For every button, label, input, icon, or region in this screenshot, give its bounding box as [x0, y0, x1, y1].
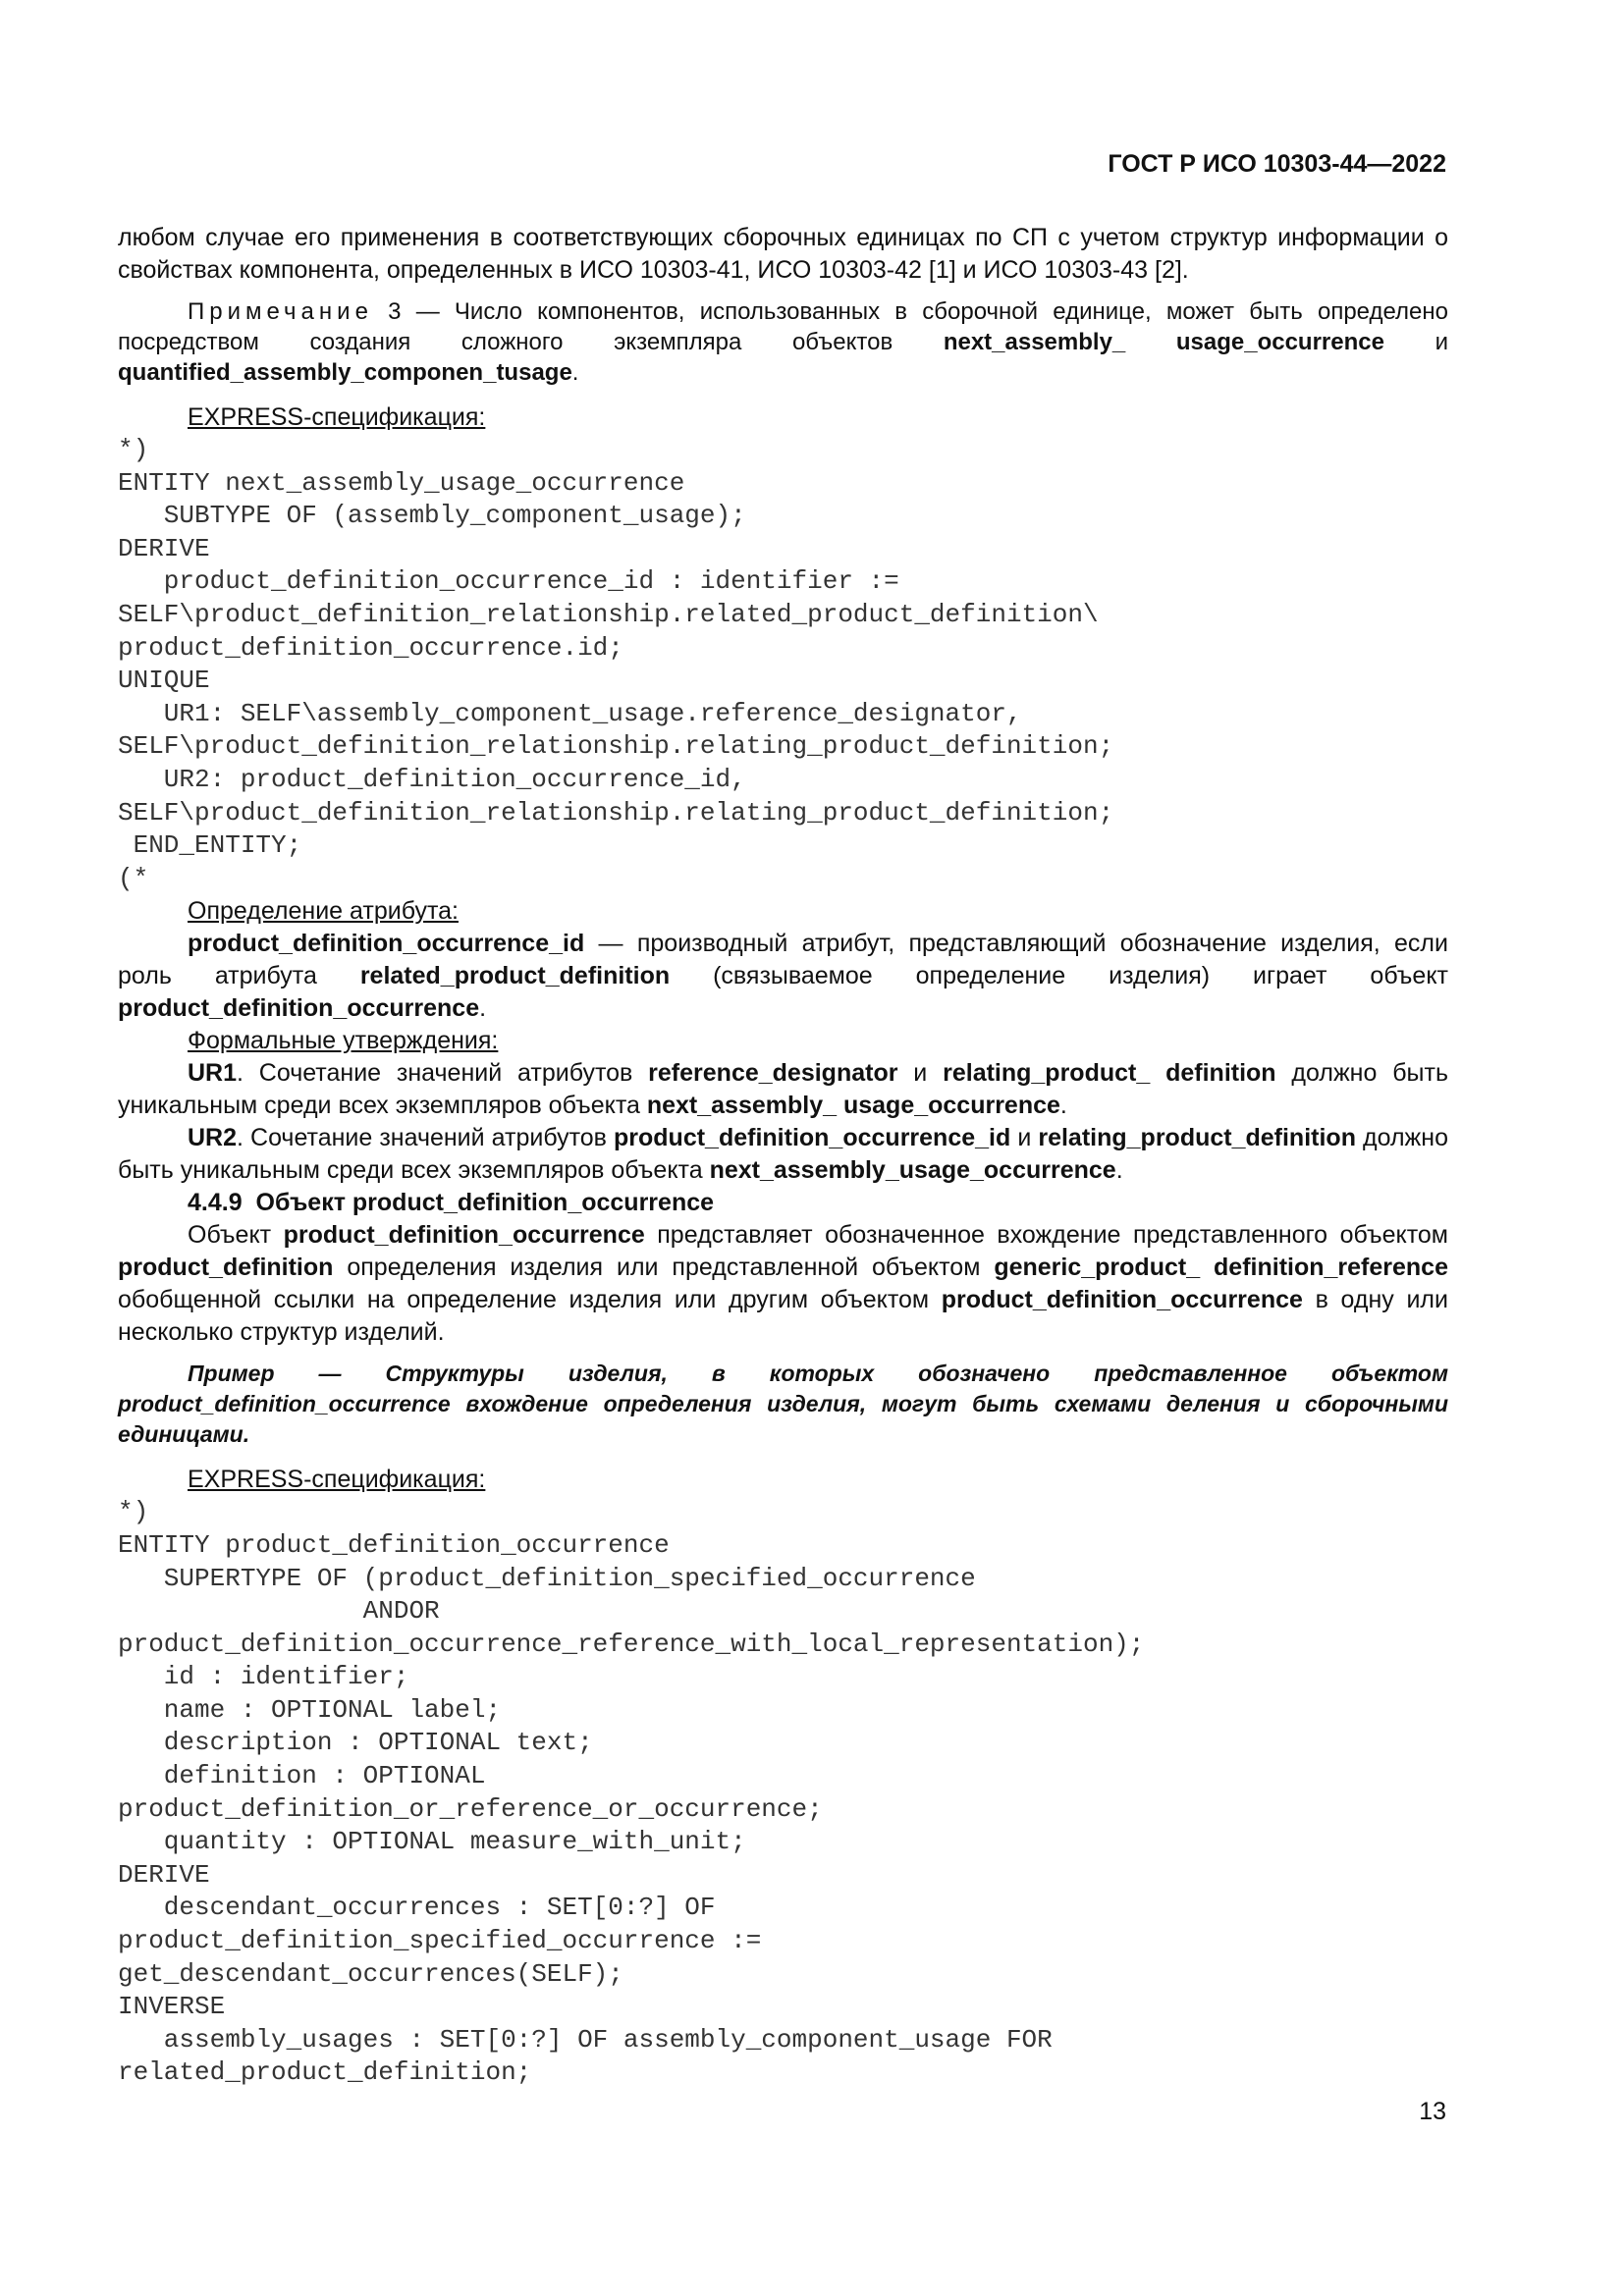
ur2-and: и — [1010, 1124, 1039, 1152]
ur1-attr-a: reference_designator — [648, 1059, 898, 1088]
note-text: 3 — Число компонентов, использованных в сборочной единице, может быть определено посредством создания сложного экземпляра объектов — [118, 298, 1448, 355]
attribute-text-1: — производный атрибут, представляющий обозначение изделия, если роль атрибута — [118, 930, 1448, 990]
note-3 — [118, 296, 1448, 388]
ur1-end: . — [1059, 1092, 1067, 1120]
attribute-definition-label: Определение атрибута: — [188, 897, 459, 926]
ur1-object: next_assembly_ usage_occurrence — [646, 1092, 1060, 1120]
section-text-4: в одну или несколько структур изделий. — [118, 1286, 1448, 1347]
attribute-end: . — [479, 994, 487, 1023]
section-heading — [118, 1187, 1448, 1219]
section-text-0: Объект — [188, 1221, 284, 1250]
attribute-object: product_definition_occurrence — [118, 994, 480, 1023]
note-entity-2: quantified_assembly_componen_tusage — [118, 359, 572, 386]
ur1-and: и — [897, 1059, 944, 1088]
ur2-label: UR2 — [188, 1124, 238, 1152]
note-label: Примечание — [188, 298, 373, 325]
attribute-related: related_product_definition — [359, 962, 671, 990]
example-text: Пример — Структуры изделия, в которых обозначено представленное объектом product_definition_occurrence вхождение определения изделия, могут быть схемами деления и сборочными единицами. — [118, 1361, 1448, 1448]
express-spec-heading-1 — [118, 401, 1448, 434]
formal-propositions-label: Формальные утверждения: — [188, 1027, 499, 1055]
attribute-definition — [118, 928, 1448, 1025]
note-end: . — [571, 359, 579, 386]
paragraph-continuation: любом случае его применения в соответствующих сборочных единицах по СП с учетом структур информации о свойствах компонента, определенных в ИСО 10303-41, ИСО 10303-42 [1] и ИСО 10303-43 [2]. — [118, 224, 1448, 284]
ur2-end: . — [1115, 1156, 1123, 1185]
express-code-block-1: *) ENTITY next_assembly_usage_occurrence SUBTYPE OF (assembly_component_usage); DERIVE product_definition_occurrence_id : identifier := SELF\product_definition_relationship.related_product_definition\ product_definition_occurrence.id; UNIQUE UR1: SELF\assembly_component_usage.reference_designator, SELF\product_definition_relationship.relating_product_definition; UR2: product_definition_occurrence_id, SELF\product_definition_relationship.relating_product_definition; END_ENTITY; (* — [118, 435, 1114, 893]
express-spec-label-1: EXPRESS-спецификация: — [188, 403, 486, 431]
ur1-text-2: должно быть уникальным среди всех экземпляров объекта — [118, 1059, 1448, 1120]
express-code-block-2: *) ENTITY product_definition_occurrence SUPERTYPE OF (product_definition_specified_occurrence ANDOR product_definition_occurrence_reference_with_local_representation); id : identifier; name : OPTIONAL label; description : OPTIONAL text; definition : OPTIONAL product_definition_or_reference_or_occurrence; quantity : OPTIONAL measure_with_unit; DERIVE descendant_occurrences : SET[0:?] OF product_definition_specified_occurrence := get_descendant_occurrences(SELF); INVERSE assembly_usages : SET[0:?] OF assembly_component_usage FOR related_product_definition; — [118, 1497, 1145, 2088]
section-number: 4.4.9 — [188, 1189, 243, 1217]
ur1-text-1: . Сочетание значений атрибутов — [237, 1059, 649, 1088]
attribute-text-2: (связываемое определение изделия) играет объект — [670, 962, 1449, 990]
formal-ur1 — [118, 1057, 1448, 1122]
express-spec-label-2: EXPRESS-спецификация: — [188, 1466, 486, 1494]
section-text-1: представляет обозначенное вхождение представленного объектом — [644, 1221, 1448, 1250]
section-text-2: определения изделия или представленной объектом — [333, 1254, 995, 1282]
formal-ur2 — [118, 1122, 1448, 1187]
page-number: 13 — [1419, 2098, 1446, 2125]
section-object-1: product_definition_occurrence — [283, 1221, 645, 1250]
ur2-object: next_assembly_usage_occurrence — [709, 1156, 1116, 1185]
formal-propositions-heading — [118, 1025, 1448, 1057]
section-object-2: product_definition — [118, 1254, 334, 1282]
section-title: Объект product_definition_occurrence — [255, 1189, 715, 1217]
document-header: ГОСТ Р ИСО 10303-44—2022 — [1108, 150, 1446, 178]
attribute-name: product_definition_occurrence_id — [188, 930, 585, 958]
section-text-3: обобщенной ссылки на определение изделия или другим объектом — [118, 1286, 942, 1314]
ur1-attr-b: relating_product_ definition — [943, 1059, 1276, 1088]
section-paragraph — [118, 1219, 1448, 1349]
ur2-text-2: должно быть уникальным среди всех экземпляров объекта — [118, 1124, 1448, 1185]
page-content — [118, 222, 1448, 2090]
ur2-text-1: . Сочетание значений атрибутов — [237, 1124, 615, 1152]
ur2-attr-a: product_definition_occurrence_id — [614, 1124, 1011, 1152]
note-conj: и — [1383, 329, 1448, 355]
note-entity-1: next_assembly_ usage_occurrence — [943, 329, 1384, 355]
section-object-4: product_definition_occurrence — [941, 1286, 1303, 1314]
attribute-definition-heading — [118, 895, 1448, 928]
ur1-label: UR1 — [188, 1059, 238, 1088]
express-spec-heading-2 — [118, 1464, 1448, 1496]
ur2-attr-b: relating_product_definition — [1038, 1124, 1356, 1152]
section-object-3: generic_product_ definition_reference — [994, 1254, 1448, 1282]
